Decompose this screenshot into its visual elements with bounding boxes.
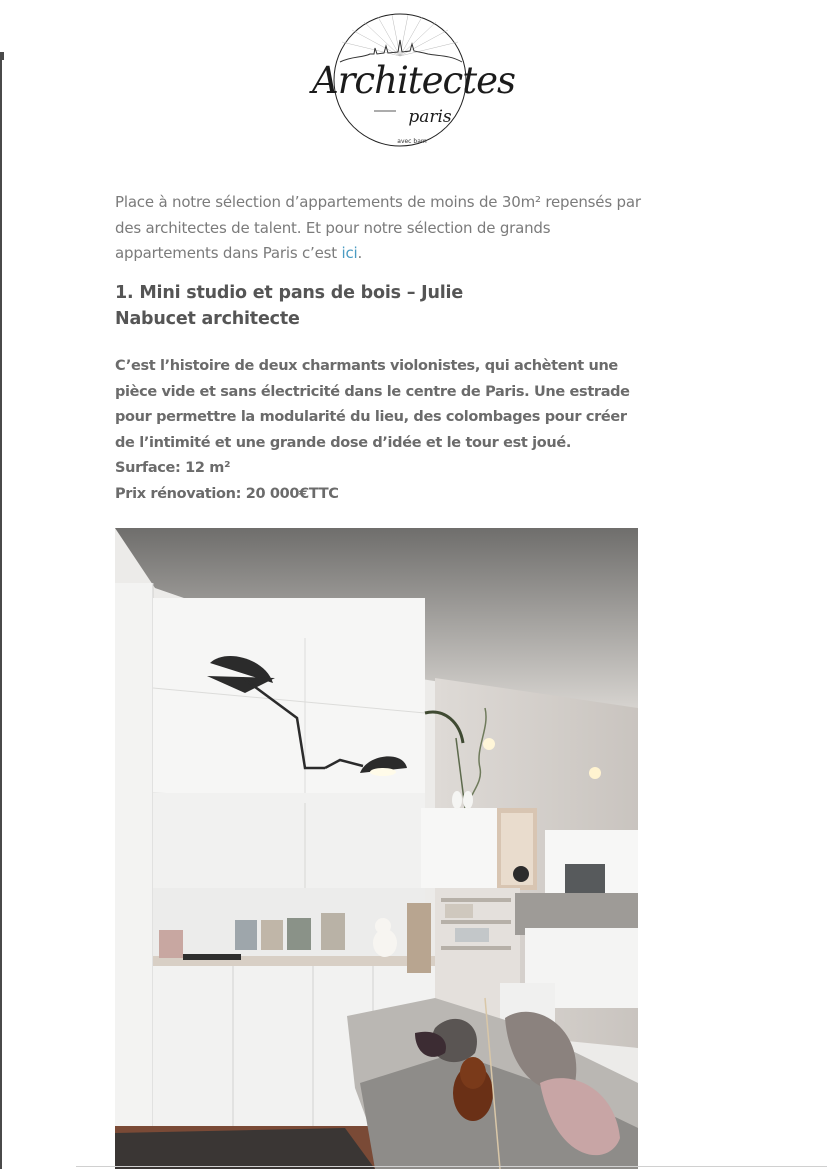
- intro-link[interactable]: ici: [341, 244, 358, 262]
- site-logo[interactable]: [312, 10, 516, 150]
- page-left-tick: [2, 52, 4, 60]
- logo-tagline: avec bam: [397, 138, 427, 145]
- page-left-border: [0, 52, 2, 1169]
- studio-photo: [115, 528, 638, 1169]
- article-description: [115, 354, 645, 507]
- intro-text: Place à notre sélection d’appartements de moins de 30m² repensés par des architectes de talent. Et pour notre sélection de grands appartements dans Paris c’est: [115, 193, 641, 262]
- price-text: Prix rénovation: 20 000€TTC: [115, 485, 339, 502]
- studio-photo-illustration: [115, 528, 638, 1169]
- surface-text: Surface: 12 m²: [115, 460, 231, 476]
- logo-subline: paris: [408, 107, 452, 127]
- description-text: C’est l’histoire de deux charmants violonistes, qui achètent une pièce vide et sans électricité dans le centre de Paris. Une estrade pour permettre la modularité du lieu, des colombages pour créer de l’intimité et une grande dose d’idée et le tour est joué.: [115, 358, 630, 451]
- intro-paragraph: [115, 190, 645, 267]
- article-heading: 1. Mini studio et pans de bois – Julie Nabucet architecte: [115, 283, 464, 329]
- page-bottom-rule: [76, 1166, 827, 1167]
- logo-wordmark: Architectes: [312, 59, 516, 102]
- intro-trailing: .: [357, 244, 363, 262]
